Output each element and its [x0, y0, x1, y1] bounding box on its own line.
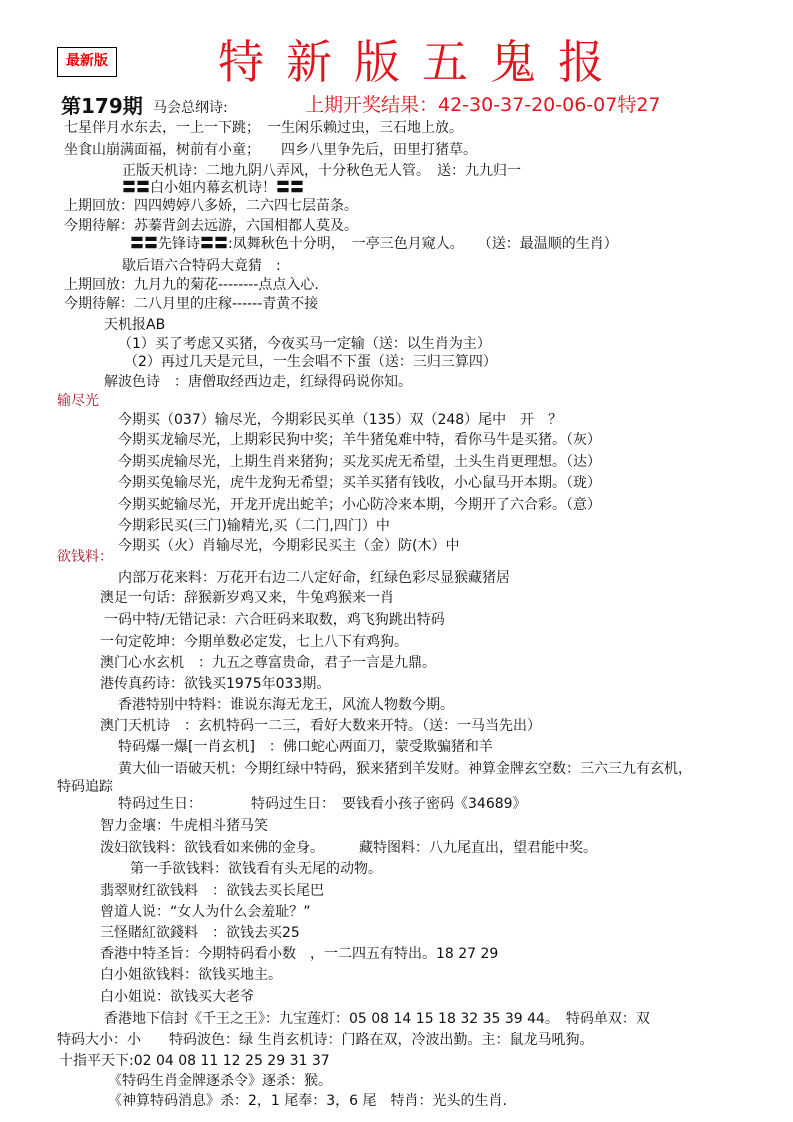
text-line: 香港中特圣旨：今期特码看小数 ，一二四五有特出。18 27 29	[100, 946, 499, 962]
text-line: 香港特别中特料：谁说东海无龙王，风流人物数今期。	[118, 697, 454, 713]
latest-edition-badge: 最新版	[57, 47, 117, 77]
text-line: 今期彩民买(三门)输精光,买（二门,四门）中	[118, 518, 390, 534]
text-line: 今期买兔输尽光，虎牛龙狗无希望；买羊买猪有钱收，小心鼠马开本期。（珑）	[118, 475, 601, 491]
text-line: 白小姐欲钱料：欲钱买地主。	[100, 967, 282, 983]
text-line: 特码过生日： 特码过生日： 要钱看小孩子密码《34689》	[118, 796, 527, 812]
text-line: 今期买（火）肖输尽光，今期彩民买主（金）防(木）中	[118, 538, 460, 554]
text-line: 特码爆一爆[一肖玄机] ：佛口蛇心两面刀，蒙受欺骗猪和羊	[118, 739, 493, 755]
section-heading-tracking: 特码追踪	[57, 779, 113, 795]
text-line: 三怪賭紅欲錢料 ：欲钱去买25	[100, 925, 300, 941]
text-line: 白小姐说：欲钱买大老爷	[100, 989, 254, 1005]
text-line: 第一手欲钱料：欲钱看有头无尾的动物。	[130, 861, 382, 877]
text-line: 曾道人说：“女人为什么会羞耻？”	[100, 904, 311, 920]
text-line: 上期回放：四四娉婷八多娇，二六四七层苗条。	[64, 198, 358, 214]
text-line: 智力金壤：牛虎相斗猪马笑	[100, 818, 268, 834]
text-line: （1）买了考虑又买猪，今夜买马一定输（送：以生肖为主）	[118, 336, 491, 352]
text-line: 解波色诗 ：唐僧取经西边走，红绿得码说你知。	[104, 374, 412, 390]
text-line: 《神算特码消息》杀：2，1 尾奉：3，6 尾 特肖：光头的生肖.	[108, 1093, 507, 1109]
text-line: 歇后语六合特码大竟猜 :	[122, 258, 281, 274]
section-heading-lose-all: 输尽光	[57, 393, 99, 409]
poem-label: 马会总纲诗:	[153, 100, 228, 116]
text-line: 正版天机诗：二地九阴八弄风，十分秋色无人管。 送：九九归一	[122, 163, 521, 179]
text-line: 十指平天下:02 04 08 11 12 25 29 31 37	[59, 1053, 330, 1069]
text-line: 澳门心水玄机 ：九五之尊富贵命，君子一言是九鼎。	[100, 655, 436, 671]
text-line: 〓〓先锋诗〓〓:凤舞秋色十分明， 一亭三色月窥人。 （送：最温顺的生肖）	[130, 236, 618, 252]
text-line: 翡翠财红欲钱料 ：欲钱去买长尾巴	[100, 883, 324, 899]
text-line: 一句定乾坤：今期单数必定发，七上八下有鸡狗。	[100, 634, 408, 650]
text-line: 澳足一句话：辞猴新岁鸡又来，牛兔鸡猴来一肖	[100, 590, 394, 606]
text-line: 今期买（037）输尽光，今期彩民买单（135）双（248）尾中 开 ？	[118, 412, 563, 428]
page-title: 特新版五鬼报	[218, 35, 626, 89]
last-draw-result: 上期开奖结果：42-30-37-20-06-07特27	[305, 94, 661, 116]
text-line: 天机报AB	[104, 317, 166, 333]
text-line: 港传真药诗：欲钱买1975年033期。	[100, 676, 331, 692]
section-heading-money-tips: 欲钱料：	[57, 549, 113, 565]
text-line: 《特码生肖金牌逐杀令》逐杀：猴。	[108, 1073, 332, 1089]
text-line: 今期待解：苏蓁背剑去远游，六国相都人莫及。	[64, 218, 358, 234]
issue-number: 第179期	[61, 94, 143, 118]
text-line: 澳门天机诗 ：玄机特码一二三，看好大数来开特。（送：一马当先出）	[100, 718, 541, 734]
text-line: 今期待解：二八月里的庄稼------青黄不接	[64, 296, 319, 312]
text-line: 〓〓白小姐内幕玄机诗！〓〓	[122, 180, 304, 196]
text-line: 泼妇欲钱料：欲钱看如来佛的金身。 藏特图料：八九尾直出，望君能中奖。	[100, 840, 597, 856]
text-line: 今期买蛇输尽光，开龙开虎出蛇羊；小心防冷来本期，今期开了六合彩。（意）	[118, 497, 601, 513]
text-line: 特码大小：小 特码波色：绿 生肖玄机诗：门路在双，冷波出勤。主：鼠龙马吼狗。	[57, 1032, 594, 1048]
text-line: 一码中特/无错记录：六合旺码来取数，鸡飞狗跳出特码	[104, 612, 445, 628]
text-line: 内部万花来料：万花开右边二八定好命，红绿色彩尽显猴藏猪居	[118, 570, 510, 586]
text-line: 今期买龙输尽光，上期彩民狗中奖；羊牛猪兔难中特，看你马牛是买猪。（灰）	[118, 432, 601, 448]
text-line: 香港地下信封《千王之王》：九宝莲灯：05 08 14 15 18 32 35 39 44。 特码单双：双	[104, 1011, 650, 1027]
text-line: （2）再过几天是元旦，一生会唱不下蛋（送：三归三算四）	[124, 354, 497, 370]
text-line: 七星伴月水东去，一上一下跳； 一生闲乐赖过虫，三石地上放。	[64, 120, 463, 136]
text-line: 黄大仙一语破天机：今期红绿中特码，猴来猪到羊发财。神算金牌玄空数：三六三九有玄机，	[118, 761, 692, 777]
text-line: 坐食山崩满面福，树前有小童； 四乡八里争先后，田里打猪草。	[64, 142, 477, 158]
text-line: 上期回放：九月九的菊花--------点点入心.	[64, 277, 319, 293]
text-line: 今期买虎输尽光，上期生肖来猪狗；买龙买虎无希望，土头生肖更理想。（达）	[118, 454, 601, 470]
